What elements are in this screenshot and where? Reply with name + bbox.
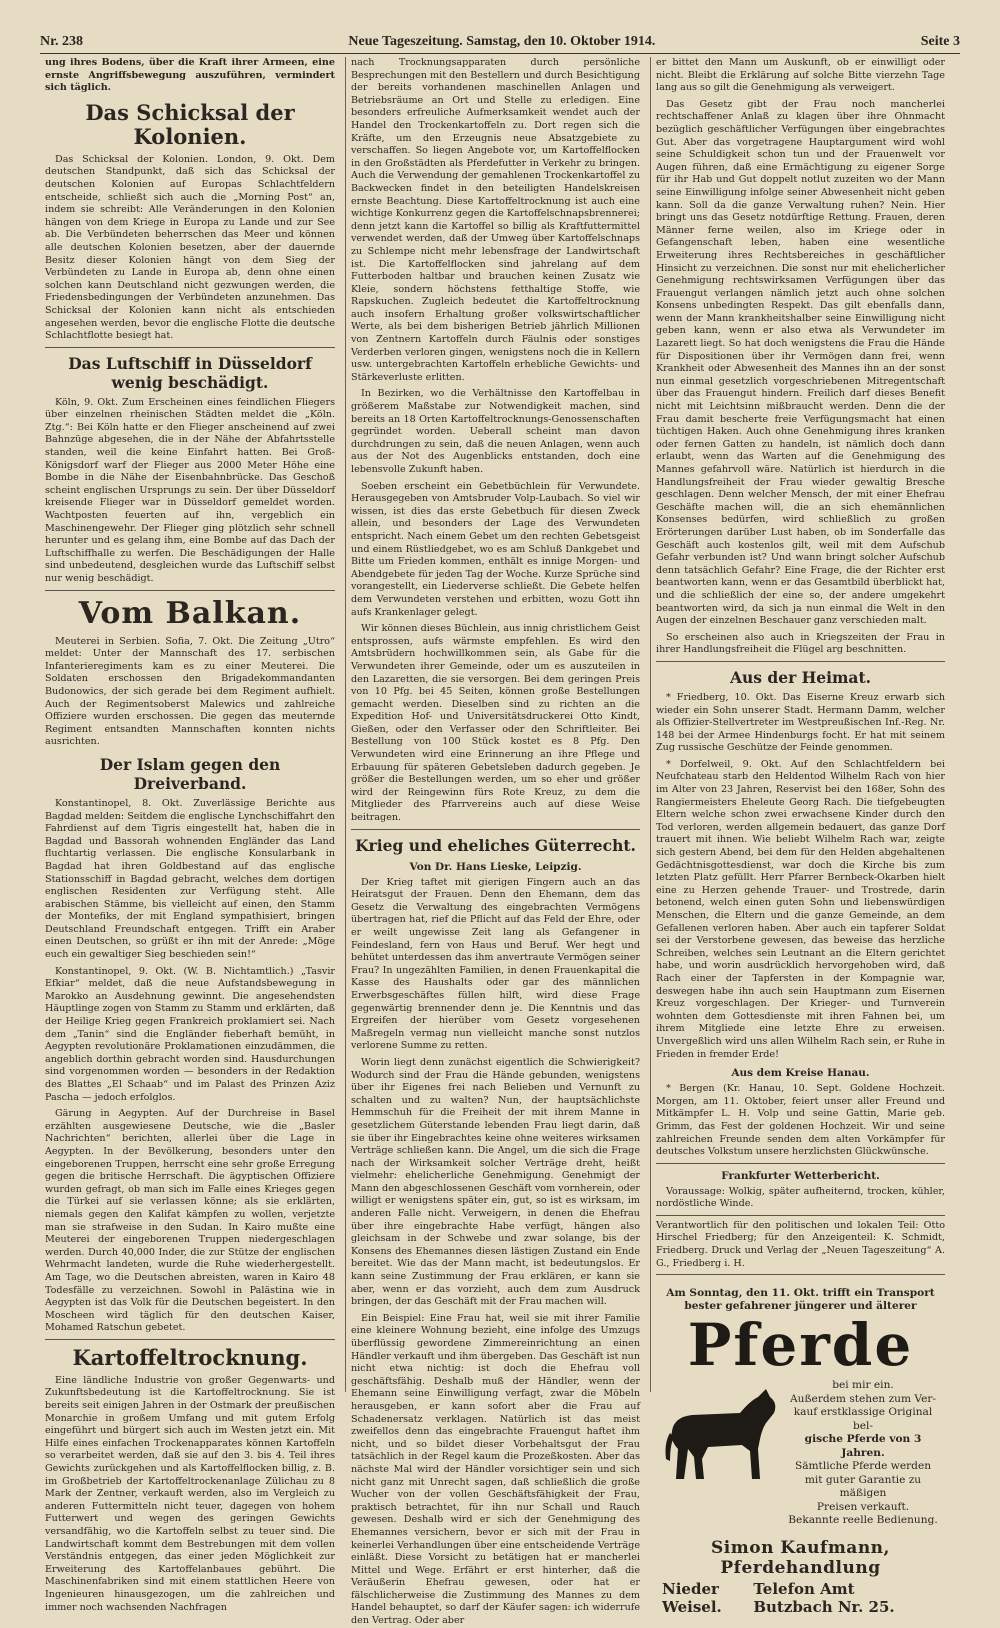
ad-merchant-name: Simon Kaufmann, Pferdehandlung xyxy=(711,1537,890,1578)
article-krieg-1: Der Krieg taftet mit gierigen Fingern auch an das Heiratsgut der Frauen. Denn den Ehemann, dem das Gesetz die Verwaltung des eingebrachten Vermögens übertragen hat, rief die Pflicht auf das Feld der Ehre, oder er weilt ungewisse Zeit lang als Gefangener in Feindesland, fern von Haus und Beruf. Wer hegt und behütet unterdessen das ihm anvertraute Vermögen seiner Frau? In ungezählten Familien, in denen Frauenkapital die Kasse des Haushalts oder gar des männlichen Erwerbsgeschäftes füllen hilft, wird diese Frage gegenwärtig brennender denn je. Die Kenntnis und das Ergreifen der hierüber vom Gesetz vorgesehenen Maßregeln vermag nun vielleicht manche sonst nutzlos verlorene Summe zu retten. xyxy=(351,876,640,1052)
divider xyxy=(351,829,640,830)
headline-kartoffel: Kartoffeltrocknung. xyxy=(72,1344,308,1370)
article-friedberg: * Friedberg, 10. Okt. Das Eiserne Kreuz erwarb sich wieder ein Sohn unserer Stadt. Hermann Damm, welcher als Offizier-Stellvertreter im Westpreußischen Inf.-Reg. Nr. 148 bei der Armee Hindenburgs focht. Er hat mit seinem Zug russische Geschütze der Feinde genommen. xyxy=(656,691,945,754)
article-dorfelweil: * Dorfelweil, 9. Okt. Auf den Schlachtfeldern bei Neufchateau starb den Heldentod Wilhelm Rach von hier im Alter von 23 Jahren, Reservist bei den 168er, Sohn des Rangiermeisters Eheleute Georg Rach. Die tiefgebeugten Eltern welche schon zwei erwachsene Kinder durch den Tod verloren, werden allgemein bedauert, das ganze Dorf trauert mit ihnen. Wie beliebt Wilhelm Rach war, zeigte sich gestern Abend, bei dem für den Helden abgehaltenen Gedächtnisgottesdienst, war doch die Kirche bis zum letzten Platz gefüllt. Herr Pfarrer Bernbeck-Okarben hielt eine zu Herzen gehende Trauer- und Trostrede, darin betonend, welch einen guten Sohn und liebenswürdigen Menschen, die Eltern und die ganze Gemeinde, an dem Gefallenen verloren haben. Aber auch ein tapferer Soldat sei der Verstorbene gewesen, das beweise das herzliche Schreiben, welches sein Leutnant an die Eltern gerichtet habe, und worin ausdrücklich hervorgehoben wird, daß Rach einer der Tapfersten in der Kompagnie war, deswegen habe ihn auch sein Hauptmann zum Eisernen Kreuz vorgeschlagen. Der Krieger- und Turnverein wohnten dem Gottesdienste mit ihren Fahnen bei, um ihrem Mitgliede eine letzte Ehre zu erweisen. Unvergeßlich wird uns allen Wilhelm Rach sein, er Ruhe in Frieden in fremder Erde! xyxy=(656,758,945,1060)
article-krieg-3: Ein Beispiel: Eine Frau hat, weil sie mit ihrer Familie eine kleinere Wohnung bezieht, eine infolge des Umzugs überflüssig gewordene Zimmereinrichtung an einen Händler verkauft und ihm übergeben. Das Geschäft ist nun nicht etwa nichtig: ist doch die Ehefrau voll geschäftsfähig. Deshalb muß der Händler, wenn der Ehemann seine Einwilligung verfagt, zwar die Möbeln herausgeben, er kann sofort aber die Frau auf Schadenersatz verklagen. Natürlich ist das meist zweifellos denn das eingebrachte Frauengut haftet ihm nicht, und so bildet dieser Vorbehaltsgut der Frau tatsächlich in der Regel kaum die Prozeßkosten. Aber das nächste Mal wird der Händler vorsichtiger sein und sich nicht ganz mit Unrecht sagen, daß schließlich die große Wucher von der vollen Geschäftsfähigkeit der Frau, praktisch betrachtet, für ihn nur Schall und Rauch gewesen. Deshalb wird er sich der Genehmigung des Ehemannes versichern, bevor er sich mit der Frau in keinerlei Verhandlungen über eine entscheidende Verträge einläßt. Diese Vorsicht zu betätigen hat er mancherlei Mittel und Wege. Erfährt er erst hinterher, daß die Veräußerin Ehefrau gewesen, oder hat er fälschlicherweise die Zustimmung des Mannes zu dem Handel behauptet, so darf der Käufer sagen: ich widerrufe den Vertrag. Oder aber xyxy=(351,1312,640,1627)
divider xyxy=(656,1163,945,1164)
ad-text-3: kauf erstklassige Original bel- xyxy=(793,1406,933,1432)
divider xyxy=(45,1339,335,1340)
ad-line-2: bester gefahrener jüngerer und älterer xyxy=(684,1300,917,1313)
article-krieg-cont-2: Das Gesetz gibt der Frau noch mancherlei rechtschaffener Anlaß zu klagen über ihre Ohnmacht bezüglich geschäftlicher Verfügungen über eingebrachtes Gut. Aber das vorgetragene Hauptargument wird wohl seine Schuldigkeit schon tun und der Frauenwelt vor Augen führen, daß eine Ermächtigung zu eigener Sorge für ihr Hab und Gut doppelt notlut zuzeiten wo der Mann seine Einwilligung infolge seiner Abwesenheit nicht geben kann. Soll da die ganze Verwaltung ruhen? Nein. Hier bringt uns das Gesetz notdürftige Rettung. Frauen, deren Männer ferne weilen, also im Kriege oder in Gefangenschaft leben, haben eine wesentliche Erweiterung ihres Rechtsbereiches in geschäftlicher Hinsicht zu verzeichnen. Die sonst nur mit ehelicherlicher Genehmigung rechtswirksamen Verfügungen über das Frauengut verlangen nämlich jetzt auch ohne solchen Konsens unbedingten Respekt. Das gilt ebenfalls dann, wenn der Mann krankheitshalber seine Einwilligung nicht geben kann, wenn er also etwa als Verwundeter im Lazarett liegt. So hat doch wenigstens die Frau die Hände für Dispositionen über ihr Vermögen dann frei, wenn Krankheit oder Abwesenheit des Mannes ihn an der sonst nun einmal gesetzlich vorgeschriebenen Mitregentschaft über das Frauengut hindern. Freilich darf dieses Benefit nicht mit Leichtsinn mißbraucht werden. Denn die der Frau damit bescherte freie Verfügungsmacht hat einen tüchtigen Haken. Auch ohne Genehmigung ihres kranken oder fernen Gatten zu handeln, ist nämlich doch dann erlaubt, wenn das Warten auf die Genehmigung des Mannes gefahrvoll wäre. Natürlich ist hierdurch in die Handlungsfreiheit der Frau wieder gewaltig Bresche geschlagen. Denn welcher Mensch, der mit einer Ehefrau Geschäfte machen will, die an sich ehemännlichen Konsenses bedürfen, wird schließlich zu großen Erörterungen darüber Lust haben, ob im Sonderfalle das Geschäft auch kostenlos gilt, weil mit dem Aufschub Gefahr verbunden ist? Und wann bringt solcher Aufschub denn tatsächlich Gefahr? Eine Frage, die der Richter erst beantworten kann, wenn er das Gesamtbild überblickt hat, und die schließlich der eine so, der andere umgekehrt beantworten wird, da sich ja nun einmal die Welt in den Augen der einzelnen Beschauer ganz verschieden malt. xyxy=(656,98,945,627)
ad-text-2: Außerdem stehen zum Ver- xyxy=(790,1392,936,1405)
column-2 xyxy=(345,57,645,1627)
headline-hanau: Aus dem Kreise Hanau. xyxy=(731,1067,870,1080)
masthead-date: Neue Tageszeitung. Samstag, den 10. Oktober 1914. xyxy=(348,34,656,49)
headline-islam: Der Islam gegen den Dreiverband. xyxy=(99,754,281,793)
divider xyxy=(45,347,335,348)
divider xyxy=(656,1215,945,1216)
ad-headline: Pferde xyxy=(687,1311,914,1380)
article-kartoffel: Eine ländliche Industrie von großer Gegenwarts- und Zukunftsbedeutung ist die Kartoffeltrocknung. Sie ist bereits seit einigen Jahren in der Ostmark der preußischen Monarchie in großem Umfang und mit gutem Erfolg eingeführt und bürgert sich auch im Westen jetzt ein. Mit Hilfe eines einfachen Trockenapparates können Kartoffeln so verarbeitet werden, daß sie auf den 3. bis 4. Teil ihres Gewichts zurückgehen und als Kartoffelflocken billig, z. B. im Großbetrieb der Kartoffeltrockenanlage Zülichau zu 8 Mark der Zentner, verkauft werden, also im Vergleich zu anderen Futtermitteln nicht teuer, dagegen von hohem Futterwert und wegen des geringen Gewichts versandfähig, wo die Kartoffeln selbst zu teuer sind. Die Landwirtschaft kommt dem Bestrebungen mit dem vollen Verständnis entgegen, das einer jeden Möglichkeit zur Erweiterung des Kartoffelanbaues gebührt. Die Maschinenfabriken sind mit einem stattlichen Heere von Ingenieuren hinausgezogen, um die zahlreichen und immer noch wachsenden Nachfragen xyxy=(45,1374,335,1613)
article-krieg-2: Worin liegt denn zunächst eigentlich die Schwierigkeit? Wodurch sind der Frau die Hände gebunden, wenigstens über ihr Eigenes frei nach Belieben und Vernunft zu schalten und zu walten? Nun, der hauptsächlichste Hemmschuh für die Freiheit der mit ihrem Manne in gesetzlichem Güterstande lebenden Frau liegt darin, daß sie über ihr Eingebrachtes keine ohne weiteres wirksamen Verträge schließen kann. Die Angel, um die sich die Frage nach der Wirksamkeit solcher Verträge dreht, heißt vielmehr: ehelicherliche Genehmigung. Genehmigt der Mann den abgeschlossenen Geschäft vom vornherein, oder willigt er wenigstens später ein, gut, so ist es wirksam, im anderen Falle nicht. Verweigern, in denen die Ehefrau über ihre eingebrachte Habe verfügt, hängen also gleichsam in der Schwebe und zwar solange, bis der Konsens des Ehemannes diesen lästigen Zustand ein Ende bereitet. Wie das der Mann macht, ist bedeutungslos. Er kann seine Zustimmung der Frau erklären, er kann sie aber, wenn er das vorzieht, auch dem zum Ausdruck bringen, der das Geschäft mit der Frau machen will. xyxy=(351,1056,640,1308)
ad-text-1: bei mir ein. xyxy=(832,1379,894,1392)
divider xyxy=(656,1274,945,1275)
horse-illustration-icon xyxy=(662,1379,787,1487)
ad-footer xyxy=(662,1580,939,1616)
divider xyxy=(656,661,945,662)
ad-body xyxy=(662,1379,939,1528)
article-gebetbuch: Soeben erscheint ein Gebetbüchlein für Verwundete. Herausgegeben von Amtsbruder Volp-Laubach. So viel wir wissen, ist dies das erste Gebetbuch für diesen Zweck allein, und besonders der Lage des Verwundeten entspricht. Nach einem Gebet um den rechten Gebetsgeist und einem Rüstliedgebet, wo es am Schluß Dankgebet und Bitte um Frieden kommen, enthält es innige Morgen- und Abendgebete für jeden Tag der Woche. Kurze Sprüche sind vorangestellt, ein Liederverse schließt. Die Gebete helfen dem Verwundeten verstehen und erbitten, wozu Gott ihn aufs Krankenlager gelegt. xyxy=(351,480,640,618)
headline-wetter: Frankfurter Wetterbericht. xyxy=(721,1169,880,1182)
ad-text-5: Sämtliche Pferde werden xyxy=(794,1460,932,1473)
ad-text-8: Bekannte reelle Bedienung. xyxy=(788,1514,938,1527)
page-header xyxy=(40,28,960,54)
article-kartoffel-cont: nach Trocknungsapparaten durch persönliche Besprechungen mit den Bestellern und durch Besichtigung der bereits vorhandenen maschinellen Anlagen und Betriebsräume an Ort und Stelle zu erledigen. Eine besonders erfreuliche Aufmerksamkeit wendet auch der Handel den Trockenkartoffeln zu. Dort regen sich die Kräfte, um den Erzeugnis neue Absatzgebiete zu verschaffen. So liegen Angebote vor, um Kartoffelflocken in den Großstädten als Pferdefutter in Verkehr zu bringen. Auch die Verwendung der gemahlenen Trockenkartoffel zu Backwecken findet in den beteiligten Handelskreisen ernste Beachtung. Diese Kartoffeltrocknung ist auch eine wichtige Konkurrenz gegen die Kartoffelschnapsbrennerei; denn jetzt kann die Kartoffel so billig als Kraftfuttermittel verwendet werden, daß der Umweg über Kartoffelschnaps zu Schlempe nicht mehr lebensfrage der Landwirtschaft ist. Die Kartoffelflocken sind jahrelang auf dem Futterboden haltbar und brauchen keinen Zusatz wie Kleie, sondern höchstens fetthaltige Stoffe, wie Rapskuchen. Zugleich bedeutet die Kartoffeltrocknung auch insofern Erhaltung großer volkswirtschaftlicher Werte, als bei dem bisherigen Betrieb jährlich Millionen von Zentnern Kartoffeln durch Fäulnis oder sonstiges Verderben verloren gingen, wenigstens noch die in Kellern usw. untergebrachten Kartoffeln erhebliche Gewichts- und Stärkeverluste erlitten. xyxy=(351,57,640,383)
headline-krieg: Krieg und eheliches Güterrecht. xyxy=(355,835,636,855)
headline-luftschiff: Das Luftschiff in Düsseldorf wenig beschädigt. xyxy=(68,353,312,392)
article-kolonien: Das Schicksal der Kolonien. London, 9. Okt. Dem deutschen Standpunkt, daß sich das Schicksal der deutschen Kolonien auf Europas Schlachtfeldern entscheide, schließt sich auch die „Morning Post“ an, indem sie schreibt: Alle Veränderungen in den Kolonien hängen von dem Kriege in Europa zu Lande und zur See ab. Die Verbündeten beherrschen das Meer und können alle deutschen Kolonien besetzen, aber der dauernde Besitz dieser Kolonien hängt von dem Sieg der Verbündeten zu Lande in Europa ab, denn ohne einen solchen kann Deutschland nicht gezwungen werden, die Friedensbedingungen der Verbündeten anzunehmen. Das Schicksal der Kolonien kann nicht als entschieden angesehen werden, bevor die englische Flotte die deutsche Schlachtflotte besiegt hat. xyxy=(45,153,335,342)
article-kartoffel-cont-2: In Bezirken, wo die Verhältnisse den Kartoffelbau in größerem Maßstabe zur Notwendigkeit machen, sind bereits an 18 Orten Kartoffeltrocknungs-Genossenschaften gegründet worden. Ueberall scheint man davon durchdrungen zu sein, daß die neuen Anlagen, wenn auch aus der Not des Augenblicks entstanden, doch eine lebensvolle Zukunft haben. xyxy=(351,388,640,475)
ad-text-7: Preisen verkauft. xyxy=(816,1500,910,1513)
ad-phone: Telefon Amt Butzbach Nr. 25. xyxy=(753,1579,895,1616)
headline-balkan: Vom Balkan. xyxy=(78,595,302,631)
ad-line-1: Am Sonntag, den 11. Okt. trifft ein Transport xyxy=(666,1287,935,1300)
headline-kolonien: Das Schicksal der Kolonien. xyxy=(85,99,295,149)
weather-report: Voraussage: Wolkig, später aufheiternd, trocken, kühler, nordöstliche Winde. xyxy=(656,1185,945,1210)
ad-text xyxy=(787,1379,939,1528)
columns xyxy=(40,57,960,1627)
article-islam-3: Gärung in Aegypten. Auf der Durchreise in Basel erzählten ausgewiesene Deutsche, wie die „Basler Nachrichten“ berichten, allerlei über die Lage in Aegypten. In der Bevölkerung, besonders unter den eingeborenen Truppen, herrscht eine sehr große Erregung gegen die britische Herrschaft. Die ägyptischen Offiziere wurden gefragt, ob man sich im Falle eines Krieges gegen die Türkei auf sie verlassen könne; als sie erklärten, niemals gegen den Kalifat kämpfen zu wollen, verjetzte man sie strafweise in den Sudan. In Kairo mußte eine Meuterei der eingeborenen Truppen niedergeschlagen werden. Durch 40,000 Inder, die zur Stütze der englischen Wehrmacht landeten, wurde die Ruhe wiederhergestellt. Am Tage, wo die Deutschen abreisten, waren in Kairo 48 Todesfälle zu verzeichnen. Sowohl in Palästina wie in Aegypten ist das Volk für die Deutschen begeistert. In den Moscheen wird täglich für den deutschen Kaiser, Mohamed Ratschun gebetet. xyxy=(45,1108,335,1334)
article-krieg-cont: er bittet den Mann um Auskunft, ob er einwilligt oder nicht. Bleibt die Erklärung auf solche Bitte vierzehn Tage lang aus so gilt die Genehmigung als verweigert. xyxy=(656,57,945,94)
issue-number: Nr. 238 xyxy=(40,34,84,49)
article-luftschiff: Köln, 9. Okt. Zum Erscheinen eines feindlichen Fliegers über einzelnen rheinischen Städten meldet die „Köln. Ztg.“: Bei Köln hatte er den Flieger anscheinend auf zwei Bahnzüge abgesehen, die in der Nähe der Abfahrtsstelle standen, weil die keine Einfahrt hatten. Bei Groß-Königsdorf warf der Flieger aus 2000 Meter Höhe eine Bombe in die Nähe der Eisenbahnbrücke. Das Geschoß scheint englischen Ursprungs zu sein. Der über Düsseldorf kreisende Flieger war in Düsseldorf gemeldet worden. Wachtposten feuerten auf ihn, vergeblich ein Maschinengewehr. Der Flieger ging plötzlich sehr schnell herunter und es gelang ihm, eine Bombe auf das Dach der Luftschiffhalle zu werfen. Die Beschädigungen der Halle sind unbedeutend, desgleichen wurde das Luftschiff selbst nur wenig beschädigt. xyxy=(45,396,335,584)
article-krieg-cont-3: So erscheinen also auch in Kriegszeiten der Frau in ihrer Handlungsfreiheit die Flügel arg beschnitten. xyxy=(656,631,945,656)
article-balkan: Meuterei in Serbien. Sofia, 7. Okt. Die Zeitung „Utro“ meldet: Unter der Mannschaft des 17. serbischen Infanterieregiments kam es zu einer Meuterei. Die Soldaten erschossen den Brigadekommandanten Budonowics, der sich gerade bei dem Regiment aufhielt. Auch der Regimentsoberst Malewics und zahlreiche Offiziere wurden erschossen. Die gegen das meuternde Regiment entsandten Mannschaften konnten nichts ausrichten. xyxy=(45,635,335,748)
divider xyxy=(45,590,335,591)
article-gebetbuch-2: Wir können dieses Büchlein, aus innig christlichem Geist entsprossen, aufs wärmste empfehlen. Es wird den Amtsbrüdern hochwillkommen sein, als Gabe für die Verwundeten ihrer Gemeinde, oder um es auszuteilen in den Lazaretten, die sie versorgen. Bei dem geringen Preis von 10 Pfg. bei 45 Seiten, können große Bestellungen gemacht werden. Dieselben sind zu richten an die Expedition Hof- und Universitätsdruckerei Otto Kindt, Gießen, oder den Verfasser oder den Schriftleiter. Bei Bestellung von 100 Stück kostet es 8 Pfg. Den Verwundeten wird eine Erinnerung an ihre Pflege und Erbauung für späteren Gebetsleben dadurch gegeben. Je größer die Bestellungen werden, um so eher und größer wird der Reingewinn fürs Rote Kreuz, zu dem die Mitglieder des Pfarrvereins auch auf diese Weise beitragen. xyxy=(351,623,640,824)
imprint: Verantwortlich für den politischen und lokalen Teil: Otto Hirschel Friedberg; für den Anzeigenteil: K. Schmidt, Friedberg. Druck und Verlag der „Neuen Tageszeitung“ A. G., Friedberg i. H. xyxy=(656,1219,945,1269)
ad-place: Nieder Weisel. xyxy=(662,1579,722,1616)
ad-text-4: gische Pferde von 3 Jahren. xyxy=(804,1433,922,1459)
column-3 xyxy=(650,57,950,1616)
article-bergen: * Bergen (Kr. Hanau, 10. Sept. Goldene Hochzeit. Morgen, am 11. Oktober, feiert unser aller Freund und Mitkämpfer L. H. Volp und seine Gattin, Marie geb. Grimm, das Fest der goldenen Hochzeit. Wir und seine zahlreichen Freunde senden dem alten Vorkämpfer für deutsches Volkstum unsere herzlichsten Glückwünsche. xyxy=(656,1083,945,1158)
byline: Von Dr. Hans Lieske, Leipzig. xyxy=(409,860,582,873)
headline-heimat: Aus der Heimat. xyxy=(729,667,872,687)
article-intro: ung ihres Bodens, über die Kraft ihrer Armeen, eine ernste Angriffsbewegung auszuführen, vermindert sich täglich. xyxy=(45,57,335,94)
article-islam-1: Konstantinopel, 8. Okt. Zuverlässige Berichte aus Bagdad melden: Seitdem die englische Lynchschiffahrt den Fahrdienst auf dem Tigris eingestellt hat, haben die in Bagdad und Bassorah wohnenden Engländer das Land fluchtartig verlassen. Die englische Konsularbank in Bagdad hat ihren Goldbestand auf das englische Stationsschiff in Bagdad gebracht, welches dem dortigen englischen Residenten zur Verfügung steht. Alle arabischen Stämme, bis vielleicht auf einen, den Stamm der Montefiks, der mit England sympathisiert, bringen Deutschland Freundschaft entgegen. Trifft ein Araber einen Deutschen, so grüßt er ihn mit der Anrede: „Möge euch ein gewaltiger Sieg beschieden sein!“ xyxy=(45,797,335,961)
article-islam-2: Konstantinopel, 9. Okt. (W. B. Nichtamtlich.) „Tasvir Efkiar“ meldet, daß die neue Aufstandsbewegung in Marokko an Ausdehnung gewinnt. Die angesehendsten Häuptlinge zogen von Stamm zu Stamm und erklärten, daß der Heilige Krieg gegen Frankreich proklamiert sei. Nach dem „Tanin“ sind die Engländer fieberhaft bemüht, in Aegypten revolutionäre Proklamationen einzudämmen, die angeblich dorthin gebracht worden sind. Hausdurchungen sind vorgenommen worden — besonders in der Redaktion des Blattes „El Schaab“ und im Palast des Prinzen Aziz Pascha — jedoch erfolglos. xyxy=(45,965,335,1103)
horse-advertisement xyxy=(656,1281,945,1616)
page-number: Seite 3 xyxy=(920,34,960,49)
column-1 xyxy=(40,57,340,1613)
ad-text-6: mit guter Garantie zu mäßigen xyxy=(804,1473,922,1500)
